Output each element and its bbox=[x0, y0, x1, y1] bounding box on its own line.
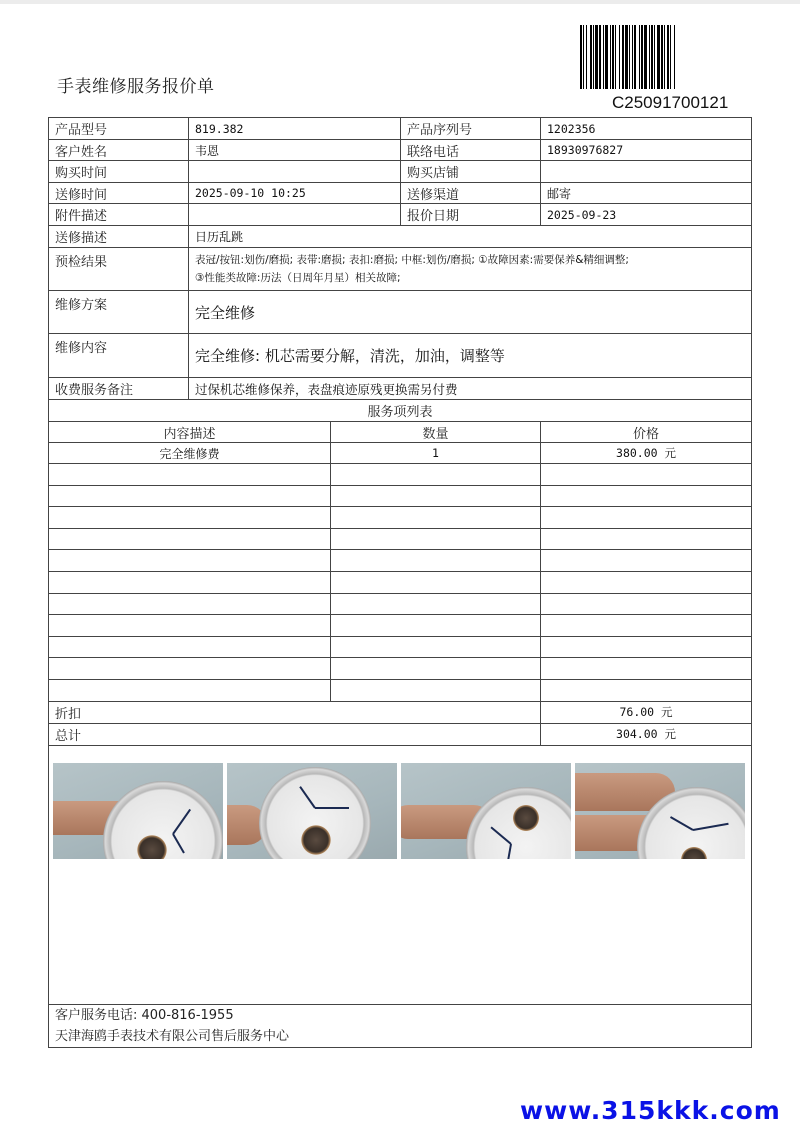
cell-quantity bbox=[331, 507, 541, 528]
value-serial-number: 1202356 bbox=[547, 121, 596, 136]
cell-quantity bbox=[331, 486, 541, 507]
label-repair-content: 维修内容 bbox=[49, 334, 189, 377]
label-quote-date: 报价日期 bbox=[401, 204, 541, 225]
row-total bbox=[48, 723, 752, 745]
watch-photo-3[interactable] bbox=[401, 763, 571, 859]
cell-quantity bbox=[331, 572, 541, 593]
cell-description bbox=[49, 594, 331, 615]
watch-photo-2[interactable] bbox=[227, 763, 397, 859]
value-customer-name: 韦恩 bbox=[189, 140, 401, 160]
table-row bbox=[48, 636, 752, 658]
row-accessories bbox=[48, 203, 752, 225]
table-row bbox=[48, 679, 752, 701]
label-fee-notes: 收费服务备注 bbox=[49, 378, 189, 399]
cell-quantity: 1 bbox=[331, 443, 541, 463]
table-row bbox=[48, 463, 752, 485]
value-phone: 18930976827 bbox=[547, 143, 624, 157]
cell-price bbox=[541, 550, 751, 571]
label-repair-time: 送修时间 bbox=[49, 183, 189, 203]
value-repair-time: 2025-09-10 10:25 bbox=[189, 183, 401, 203]
row-fee-notes bbox=[48, 377, 752, 399]
table-row bbox=[48, 657, 752, 679]
cell-quantity bbox=[331, 680, 541, 701]
cell-description bbox=[49, 615, 331, 636]
value-quote-date: 2025-09-23 bbox=[547, 207, 617, 222]
cell-quantity bbox=[331, 637, 541, 658]
cell-description bbox=[49, 680, 331, 701]
cell-description bbox=[49, 550, 331, 571]
cell-quantity bbox=[331, 658, 541, 679]
cell-quantity bbox=[331, 550, 541, 571]
value-product-model: 819.382 bbox=[189, 118, 401, 139]
table-row bbox=[48, 506, 752, 528]
cell-description bbox=[49, 486, 331, 507]
cell-description bbox=[49, 507, 331, 528]
cell-price bbox=[541, 637, 751, 658]
cell-quantity bbox=[331, 464, 541, 485]
row-purchase bbox=[48, 160, 752, 182]
cell-price bbox=[541, 658, 751, 679]
header-price: 价格 bbox=[632, 426, 659, 442]
barcode-icon bbox=[580, 25, 770, 89]
label-phone: 联络电话 bbox=[401, 140, 541, 160]
table-row bbox=[48, 442, 752, 463]
service-phone: 客户服务电话: 400-816-1955 bbox=[55, 1007, 234, 1023]
row-discount bbox=[48, 701, 752, 723]
cell-price bbox=[541, 486, 751, 507]
value-fee-notes: 过保机芯维修保养，表盘痕迹原残更换需另付费 bbox=[195, 381, 458, 397]
cell-quantity bbox=[331, 529, 541, 550]
value-repair-channel: 邮寄 bbox=[547, 186, 572, 201]
table-row bbox=[48, 571, 752, 593]
footer bbox=[48, 1004, 752, 1048]
value-purchase-time bbox=[189, 161, 401, 182]
table-row bbox=[48, 593, 752, 615]
value-repair-plan: 完全维修 bbox=[195, 303, 256, 322]
inspection-line-1: 表冠/按钮:划伤/磨损; 表带:磨损; 表扣:磨损; 中框:划伤/磨损; ①故障因素:需要保养&精细调整; bbox=[195, 254, 629, 266]
row-service-title bbox=[48, 399, 752, 421]
cell-price bbox=[541, 464, 751, 485]
document-title: 手表维修服务报价单 bbox=[57, 77, 215, 97]
cell-price bbox=[541, 572, 751, 593]
label-repair-channel: 送修渠道 bbox=[401, 183, 541, 203]
watermark-text: www.315kkk.com bbox=[520, 1096, 781, 1125]
top-edge bbox=[0, 0, 800, 4]
service-table-title: 服务项列表 bbox=[367, 405, 433, 420]
inspection-line-2: ③性能类故障:历法（日周年月星）相关故障; bbox=[195, 272, 401, 284]
row-customer bbox=[48, 139, 752, 160]
cell-description bbox=[49, 637, 331, 658]
table-row bbox=[48, 485, 752, 507]
row-repair-description bbox=[48, 225, 752, 247]
cell-price bbox=[541, 529, 751, 550]
row-inspection bbox=[48, 247, 752, 290]
cell-description bbox=[49, 658, 331, 679]
value-purchase-store bbox=[541, 161, 751, 182]
label-purchase-store: 购买店铺 bbox=[401, 161, 541, 182]
barcode-number: C25091700121 bbox=[612, 93, 729, 112]
row-repair bbox=[48, 182, 752, 203]
company-name: 天津海鸥手表技术有限公司售后服务中心 bbox=[55, 1028, 290, 1044]
cell-description bbox=[49, 529, 331, 550]
label-accessories: 附件描述 bbox=[49, 204, 189, 225]
table-row bbox=[48, 528, 752, 550]
label-product-model: 产品型号 bbox=[49, 118, 189, 139]
value-total: 304.00 元 bbox=[616, 727, 676, 742]
value-inspection-result bbox=[189, 248, 751, 290]
cell-description: 完全维修费 bbox=[49, 443, 331, 463]
table-row bbox=[48, 614, 752, 636]
label-inspection-result: 预检结果 bbox=[49, 248, 189, 290]
label-repair-plan: 维修方案 bbox=[49, 291, 189, 333]
cell-quantity bbox=[331, 615, 541, 636]
label-serial-number: 产品序列号 bbox=[401, 118, 541, 139]
label-purchase-time: 购买时间 bbox=[49, 161, 189, 182]
label-discount: 折扣 bbox=[49, 702, 541, 723]
value-repair-content: 完全维修: 机芯需要分解，清洗，加油，调整等 bbox=[195, 347, 505, 365]
value-discount: 76.00 元 bbox=[619, 705, 673, 720]
label-repair-description: 送修描述 bbox=[49, 226, 189, 247]
cell-price: 380.00 元 bbox=[616, 446, 676, 460]
cell-quantity bbox=[331, 594, 541, 615]
watch-photo-4[interactable] bbox=[575, 763, 745, 859]
row-product bbox=[48, 117, 752, 139]
header-quantity: 数量 bbox=[331, 422, 541, 442]
table-row bbox=[48, 549, 752, 571]
label-customer-name: 客户姓名 bbox=[49, 140, 189, 160]
cell-price bbox=[541, 680, 751, 701]
cell-price bbox=[541, 507, 751, 528]
row-repair-plan bbox=[48, 290, 752, 333]
cell-description bbox=[49, 572, 331, 593]
quote-form bbox=[48, 117, 752, 1048]
cell-price bbox=[541, 615, 751, 636]
value-repair-description: 日历乱跳 bbox=[195, 230, 244, 244]
cell-price bbox=[541, 594, 751, 615]
service-table-body bbox=[48, 442, 752, 701]
watch-photo-1[interactable] bbox=[53, 763, 223, 859]
header-description: 内容描述 bbox=[49, 422, 331, 442]
label-total: 总计 bbox=[49, 724, 541, 745]
cell-description bbox=[49, 464, 331, 485]
value-accessories bbox=[189, 204, 401, 225]
photo-strip bbox=[53, 763, 745, 859]
service-table-header bbox=[48, 421, 752, 442]
row-repair-content bbox=[48, 333, 752, 377]
